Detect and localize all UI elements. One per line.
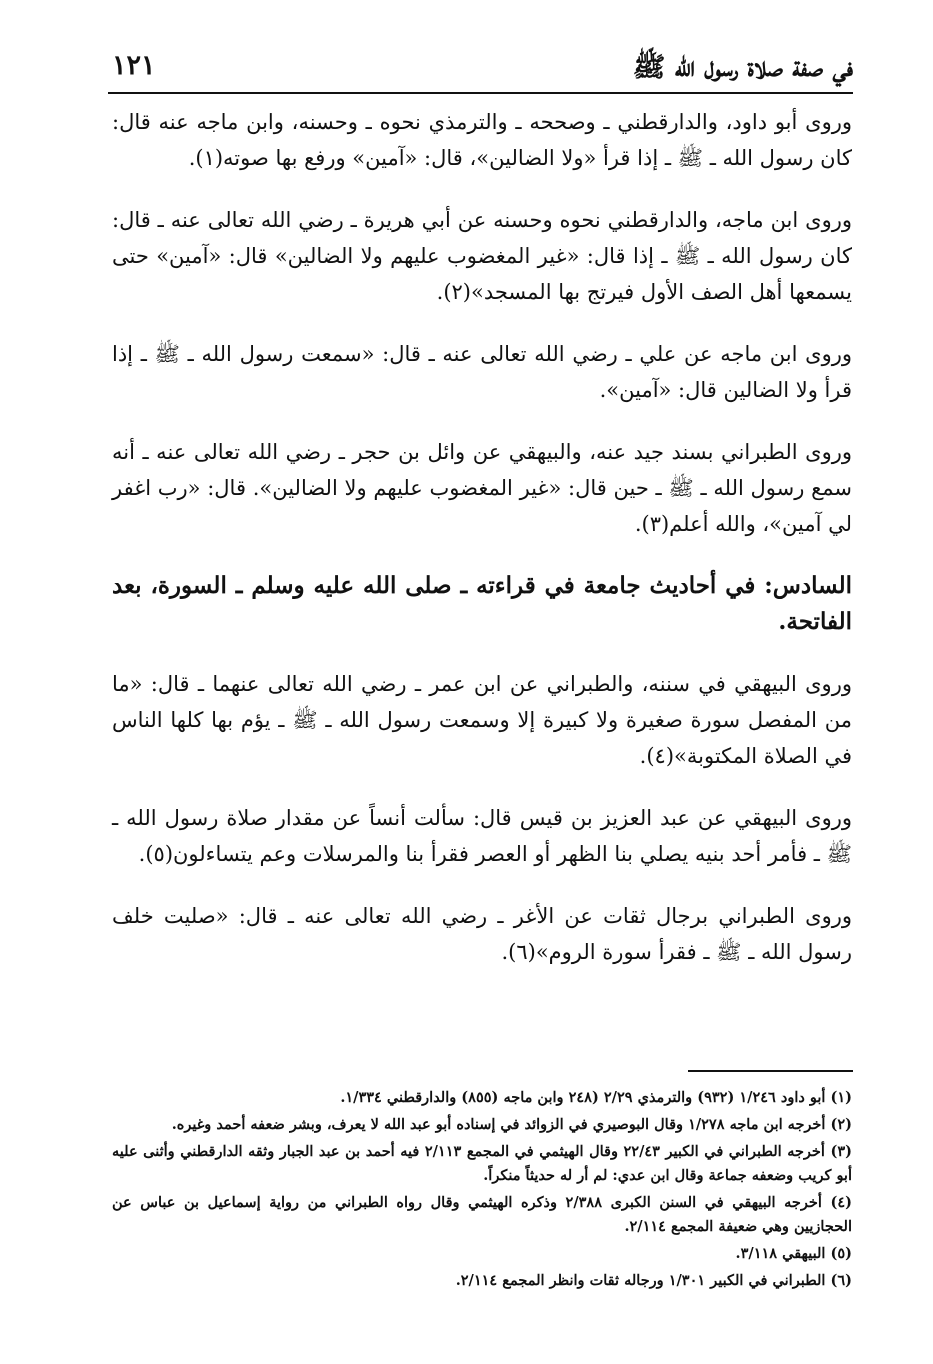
- paragraph-3: وروى ابن ماجه عن علي ـ رضي الله تعالى عنه ـ قال: «سمعت رسول الله ـ ﷺ ـ إذا قرأ ولا الضالين قال: «آمين».: [112, 342, 852, 402]
- footnote-1: (١) أبو داود ١/٢٤٦ (٩٣٢) والترمذي ٢/٢٩ (٢٤٨ وابن ماجه (٨٥٥) والدارقطني ١/٣٣٤.: [340, 1089, 852, 1106]
- paragraph-6: وروى البيهقي عن عبد العزيز بن قيس قال: سألت أنساً عن مقدار صلاة رسول الله ـ ﷺ ـ فأمر أحد بنيه يصلي بنا الظهر أو العصر فقرأ بنا والمرسلات وعم يتساءلون(٥).: [112, 806, 852, 866]
- running-title: في صفة صلاة رسول الله ﷺ: [632, 52, 853, 83]
- page-header: [108, 44, 853, 88]
- page-number: ١٢١: [112, 50, 156, 81]
- paragraph-1: وروى أبو داود، والدارقطني ـ وصححه ـ والترمذي نحوه ـ وحسنه، وابن ماجه عنه قال: كان رسول الله ـ ﷺ ـ إذا قرأ «ولا الضالين»، قال: «آمين» ورفع بها صوته(١).: [112, 110, 852, 170]
- paragraph-4: وروى الطبراني بسند جيد عنه، والبيهقي عن وائل بن حجر ـ رضي الله تعالى عنه ـ أنه سمع رسول الله ـ ﷺ ـ حين قال: «غير المغضوب عليهم ولا الضالين». قال: «رب اغفر لي آمين»، والله أعلم(٣).: [112, 440, 852, 536]
- footnote-3: (٣) أخرجه الطبراني في الكبير ٢٢/٤٣ وقال الهيثمي في المجمع ٢/١١٣ فيه أحمد بن عبد الجبار وثقه الدارقطني وأثنى عليه أبو كريب وضعفه جماعة وقال ابن عدي: لم أر له حديثاً منكراً.: [112, 1143, 852, 1184]
- section-heading: السادس: في أحاديث جامعة في قراءته ـ صلى الله عليه وسلم ـ السورة، بعد الفاتحة.: [112, 572, 852, 635]
- paragraph-2: وروى ابن ماجه، والدارقطني نحوه وحسنه عن أبي هريرة ـ رضي الله تعالى عنه ـ قال: كان رسول الله ـ ﷺ ـ إذا قال: «غير المغضوب عليهم ولا الضالين» قال: «آمين» حتى يسمعها أهل الصف الأول فيرتج بها المسجد»(٢).: [112, 208, 852, 304]
- footnote-6: (٦) الطبراني في الكبير ١/٣٠١ ورجاله ثقات وانظر المجمع ٢/١١٤.: [455, 1272, 852, 1289]
- footnote-divider: [688, 1070, 853, 1072]
- footnote-4: (٤) أخرجه البيهقي في السنن الكبرى ٢/٣٨٨ وذكره الهيثمي وقال رواه الطبراني من رواية إسماعيل بن عباس عن الحجازيين وهي ضعيفة المجمع ٢/١١٤.: [112, 1194, 852, 1235]
- paragraph-5: وروى البيهقي في سننه، والطبراني عن ابن عمر ـ رضي الله تعالى عنهما ـ قال: «ما من المفصل سورة صغيرة ولا كبيرة إلا وسمعت رسول الله ـ ﷺ ـ يؤم بها كلها الناس في الصلاة المكتوبة»(٤).: [112, 672, 852, 768]
- paragraph-7: وروى الطبراني برجال ثقات عن الأغر ـ رضي الله تعالى عنه ـ قال: «صليت خلف رسول الله ـ ﷺ ـ فقرأ سورة الروم»(٦).: [112, 904, 852, 964]
- main-text: [112, 104, 852, 996]
- footnote-5: (٥) البيهقي ٣/١١٨.: [735, 1245, 852, 1262]
- footnote-2: (٢) أخرجه ابن ماجه ١/٢٧٨ وقال البوصيري في الزوائد في إسناده أبو عبد الله لا يعرف، وبشر ضعفه أحمد وغيره.: [171, 1116, 852, 1133]
- footnotes: [112, 1086, 852, 1296]
- header-divider: [108, 92, 853, 94]
